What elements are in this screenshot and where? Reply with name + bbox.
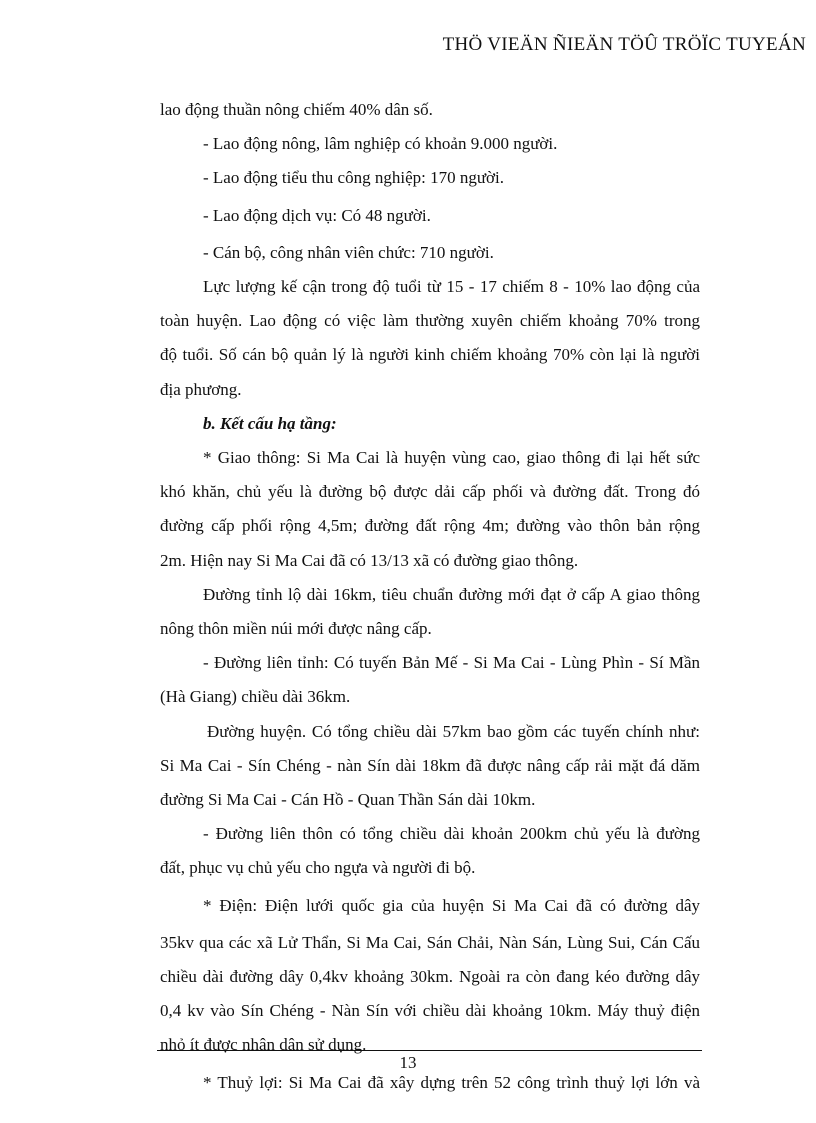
document-body [160, 93, 700, 1100]
running-header: THÖ VIEÄN ÑIEÄN TÖÛ TRÖÏC TUYEÁN [442, 34, 806, 55]
body-line: Lực lượng kế cận trong độ tuổi từ 15 - 17 chiếm 8 - 10% lao động của [203, 277, 700, 297]
list-item: - Lao động dịch vụ: Có 48 người. [203, 205, 431, 225]
body-line: * Giao thông: Si Ma Cai là huyện vùng cao, giao thông đi lại hết sức [203, 448, 700, 468]
body-line: Si Ma Cai - Sín Chéng - nàn Sín dài 18km đã được nâng cấp rải mặt đá dăm [160, 755, 700, 775]
list-item: - Lao động tiểu thu công nghiệp: 170 người. [203, 168, 505, 188]
body-line: nông thôn miền núi mới được nâng cấp. [160, 619, 432, 639]
list-item: - Lao động nông, lâm nghiệp có khoản 9.000 người. [203, 134, 558, 154]
body-line: nhỏ ít được nhân dân sử dụng. [160, 1035, 367, 1055]
body-line: 2m. Hiện nay Si Ma Cai đã có 13/13 xã có đường giao thông. [160, 550, 579, 570]
body-line: đường cấp phối rộng 4,5m; đường đất rộng 4m; đường vào thôn bản rộng [160, 516, 700, 536]
body-line: - Đường liên thôn có tổng chiều dài khoản 200km chủ yếu là đường [203, 824, 700, 844]
body-line: * Điện: Điện lưới quốc gia của huyện Si Ma Cai đã có đường dây [203, 895, 700, 915]
body-line: độ tuổi. Số cán bộ quản lý là người kinh chiếm khoảng 70% còn lại là người [160, 345, 700, 365]
body-line: (Hà Giang) chiều dài 36km. [160, 687, 351, 707]
body-line: * Thuỷ lợi: Si Ma Cai đã xây dựng trên 52 công trình thuỷ lợi lớn và [203, 1072, 700, 1092]
page-number: 13 [399, 1053, 417, 1072]
body-line: 0,4 kv vào Sín Chéng - Nàn Sín với chiều dài khoảng 10km. Máy thuỷ điện [160, 1001, 700, 1021]
footer-divider [157, 1050, 702, 1051]
body-line: lao động thuần nông chiếm 40% dân số. [160, 100, 433, 119]
body-line: - Đường liên tỉnh: Có tuyến Bản Mế - Si Ma Cai - Lùng Phìn - Sí Mần [203, 653, 700, 673]
body-line: đường Si Ma Cai - Cán Hồ - Quan Thần Sán dài 10km. [160, 790, 536, 810]
body-line: toàn huyện. Lao động có việc làm thường xuyên chiếm khoảng 70% trong [160, 311, 700, 331]
body-line: địa phương. [160, 379, 242, 399]
section-heading: b. Kết cấu hạ tầng: [203, 413, 337, 433]
body-line: đất, phục vụ chủ yếu cho ngựa và người đi bộ. [160, 858, 476, 878]
body-line: khó khăn, chủ yếu là đường bộ được dải cấp phối và đường đất. Trong đó [160, 482, 700, 502]
body-line: 35kv qua các xã Lử Thẩn, Si Ma Cai, Sán Chải, Nàn Sán, Lùng Sui, Cán Cấu [160, 932, 700, 952]
body-line: chiều dài đường dây 0,4kv khoảng 30km. Ngoài ra còn đang kéo đường dây [160, 967, 700, 987]
list-item: - Cán bộ, công nhân viên chức: 710 người. [203, 242, 494, 262]
body-line: Đường tỉnh lộ dài 16km, tiêu chuẩn đường mới đạt ở cấp A giao thông [203, 584, 700, 604]
body-line: Đường huyện. Có tổng chiều dài 57km bao gồm các tuyến chính như: [207, 721, 700, 741]
